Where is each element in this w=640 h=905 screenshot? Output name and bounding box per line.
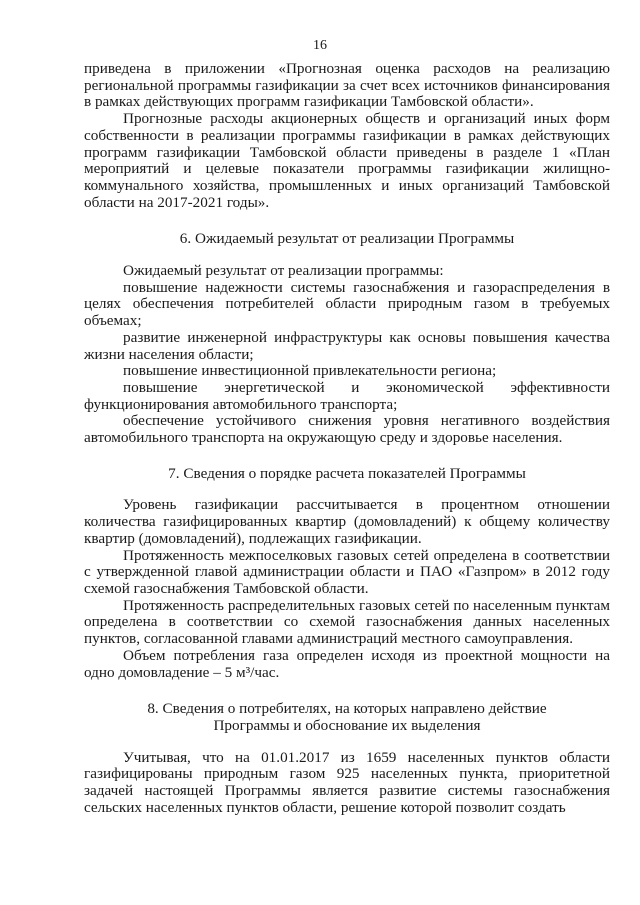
section-7-heading: 7. Сведения о порядке расчета показателей Программы — [168, 464, 526, 482]
paragraph: Объем потребления газа определен исходя из проектной мощности на одно домовладение – 5 м³/час. — [84, 646, 610, 681]
list-intro: Ожидаемый результат от реализации программы: — [123, 262, 444, 280]
section-6-heading: 6. Ожидаемый результат от реализации Программы — [179, 230, 515, 248]
page-body — [84, 61, 610, 816]
paragraph: Прогнозные расходы акционерных обществ и организаций иных форм собственности в реализации программы газификации в рамках действующих программ газификации Тамбовской области приведены в разделе 1 «План мероприятий и целевые показатели программы газификации жилищно-коммунального хозяйства, промышленных и иных организаций Тамбовской области на 2017-2021 годы». — [84, 110, 610, 211]
section-8-heading-line-2: Программы и обоснование их выделения — [213, 716, 481, 734]
section-8-heading-line-1: 8. Сведения о потребителях, на которых направлено действие — [147, 700, 547, 718]
page-number: 16 — [313, 38, 327, 53]
list-item: обеспечение устойчивого снижения уровня негативного воздействия автомобильного транспорта на окружающую среду и здоровье населения. — [84, 412, 610, 447]
paragraph: приведена в приложении «Прогнозная оценка расходов на реализацию региональной программы газификации за счет всех источников финансирования в рамках действующих программ газификации Тамбовской области». — [84, 60, 610, 111]
list-item: развитие инженерной инфраструктуры как основы повышения качества жизни населения области; — [84, 328, 610, 363]
paragraph: Учитывая, что на 01.01.2017 из 1659 населенных пунктов области газифицированы природным газом 925 населенных пункта, приоритетной задачей настоящей Программы является развитие системы газоснабжения сельских населенных пунктов области, решение которой позволит создать — [84, 748, 610, 816]
paragraph: Протяженность межпоселковых газовых сетей определена в соответствии с утвержденной главой администрации области и ПАО «Газпром» в 2012 году схемой газоснабжения Тамбовской области. — [84, 546, 610, 597]
paragraph: Уровень газификации рассчитывается в процентном отношении количества газифицированных квартир (домовладений) к общему количеству квартир (домовладений), подлежащих газификации. — [84, 496, 610, 547]
paragraph: Протяженность распределительных газовых сетей по населенным пунктам определена в соответствии со схемой газоснабжения данных населенных пунктов, согласованной главами администраций местного самоуправления. — [84, 596, 610, 648]
list-item: повышение инвестиционной привлекательности региона; — [123, 362, 497, 380]
list-item: повышение энергетической и экономической эффективности функционирования автомобильного транспорта; — [84, 378, 610, 413]
list-item: повышение надежности системы газоснабжения и газораспределения в целях обеспечения потребителей области природным газом в требуемых объемах; — [84, 278, 610, 330]
